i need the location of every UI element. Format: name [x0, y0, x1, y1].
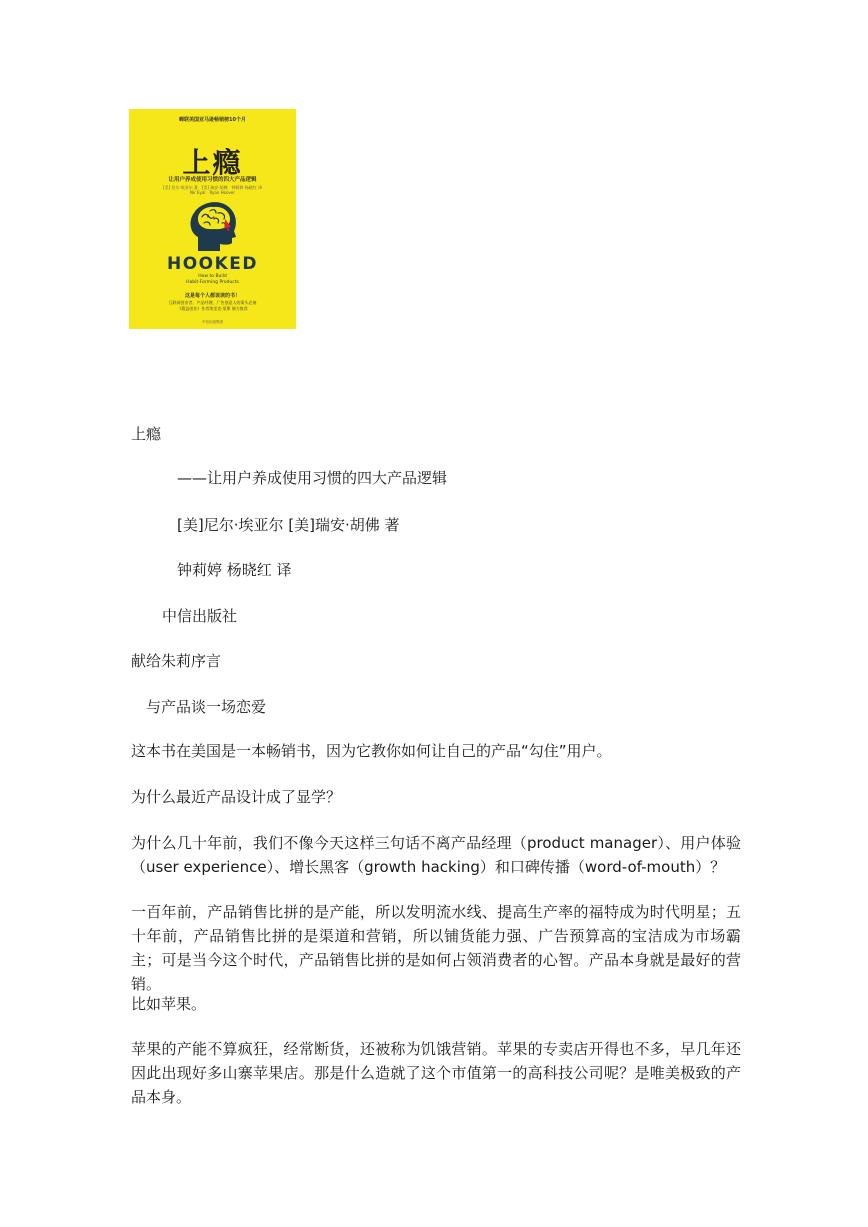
cover-top-note: 蝉联美国亚马逊畅销榜10个月 [179, 117, 246, 123]
cover-blurb [129, 300, 296, 311]
book-translators: 钟莉婷 杨晓红 译 [177, 561, 292, 579]
book-authors: [美]尼尔·埃亚尔 [美]瑞安·胡佛 著 [177, 516, 400, 534]
paragraph: 比如苹果。 [131, 995, 207, 1013]
cover-blurb-heading: 这是每个人都该读的书！ [184, 293, 240, 299]
head-brain-icon [184, 197, 244, 257]
cover-publisher: 中信出版集团 [202, 320, 223, 324]
cover-authors-line: [美] 尼尔·埃亚尔 著 [美] 瑞安·胡佛 钟莉婷 杨晓红 译 [162, 185, 263, 190]
cover-title: 上瘾 [182, 146, 243, 179]
paragraph: 这本书在美国是一本畅销书，因为它教你如何让自己的产品“勾住”用户。 [131, 742, 612, 760]
cover-authors-en: Nir Eyal Ryan Hoover [189, 190, 236, 195]
book-subtitle: ——让用户养成使用习惯的四大产品逻辑 [177, 469, 448, 487]
cover-subtitle: 让用户养成使用习惯的四大产品逻辑 [168, 177, 257, 183]
paragraph: 一百年前，产品销售比拼的是产能，所以发明流水线、提高生产率的福特成为时代明星；五十年前，产品销售比拼的是渠道和营销，所以铺货能力强、广告预算高的宝洁成为市场霸主；可是当今这个时代，产品销售比拼的是如何占领消费者的心智。产品本身就是最好的营销。 [131, 903, 741, 993]
paragraph: 苹果的产能不算疯狂，经常断货，还被称为饥饿营销。苹果的专卖店开得也不多，早几年还因此出现好多山寨苹果店。那是什么造就了这个市值第一的高科技公司呢？是唯美极致的产品本身。 [131, 1040, 741, 1106]
book-title: 上瘾 [131, 425, 162, 443]
cover-english-subtitle-2: Habit-Forming Products [186, 279, 239, 285]
paragraph: 为什么最近产品设计成了显学？ [131, 788, 342, 806]
cover-english-title: HOOKED [166, 254, 259, 274]
paragraph: 为什么几十年前，我们不像今天这样三句话不离产品经理（product manager）、用户体验（user experience）、增长黑客（growth hacking）和口碑传播（word-of-mouth）？ [131, 834, 741, 876]
cover-blurb-1: 互联网创业者、产品经理、广告创意人的案头必备 [168, 300, 257, 305]
book-cover [129, 109, 296, 329]
cover-blurb-2: 《精益创业》作者埃里克·莱斯 倾力推荐 [177, 305, 248, 311]
dedication: 献给朱莉序言 [131, 652, 222, 670]
cover-authors [129, 185, 296, 195]
preface-title: 与产品谈一场恋爱 [146, 698, 267, 716]
book-publisher: 中信出版社 [162, 607, 238, 625]
cover-english-subtitle [129, 274, 296, 285]
cover-english-subtitle-1: How to Build [198, 274, 227, 279]
